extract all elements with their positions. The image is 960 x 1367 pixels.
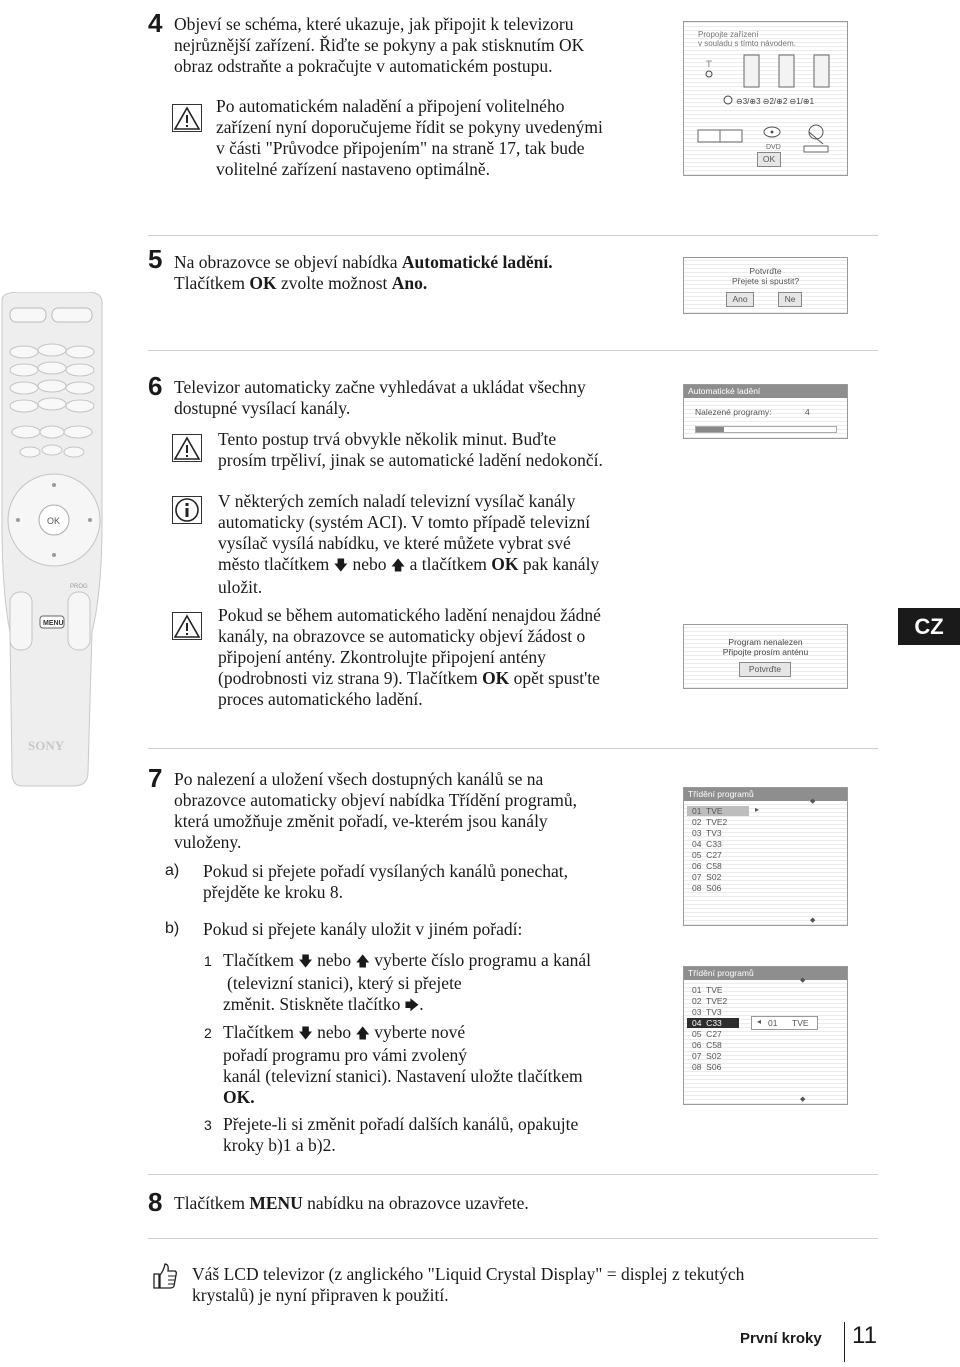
final-note-line: krystalů) je nyní připraven k použití. [192, 1285, 449, 1305]
remote-ok-label: OK [47, 516, 61, 526]
warning-line: připojení antény. Zkontrolujte připojení antény [218, 647, 546, 667]
program-list [692, 985, 727, 1073]
step-6-number: 6 [148, 371, 163, 401]
confirm-button[interactable]: Potvrďte [739, 662, 791, 677]
connection-ok-button[interactable]: OK [757, 152, 781, 167]
text-span: Tlačítkem [223, 1022, 294, 1042]
substep-3-number: 3 [204, 1117, 212, 1133]
warning-line: volitelné zařízení nastaveno optimálně. [216, 159, 491, 179]
program-row[interactable]: 01 TVE [692, 985, 723, 995]
remote-menu-label: MENU [43, 620, 64, 627]
option-a-label: a) [165, 862, 180, 879]
option-label: Ano. [391, 273, 428, 293]
not-found-message: Program nenalezen [728, 637, 803, 647]
step-6-warning-no-channels [218, 605, 601, 710]
page-number: 11 [852, 1322, 877, 1349]
text-span: pak kanály [522, 554, 600, 574]
program-row[interactable]: 04 C33 [692, 1018, 722, 1028]
text-span: Tlačítkem [174, 273, 250, 293]
text-span: změnit. Stiskněte tlačítko [223, 994, 401, 1014]
menu-name: Automatické ladění. [401, 252, 553, 272]
text-span: zvolte možnost [276, 273, 392, 293]
warning-line: Po automatickém naladění a připojení volitelného [216, 96, 565, 116]
step-4-line: nejrůznější zařízení. Řiďte se pokyny a pak stisknutím OK [174, 35, 585, 55]
found-programs-count: 4 [805, 407, 810, 417]
text-span: vyberte nové [374, 1022, 466, 1042]
ok-key-label: OK [249, 273, 277, 293]
step-7-number: 7 [148, 763, 163, 793]
remote-prog-label: PROG [70, 584, 88, 590]
found-programs-label: Nalezené programy: [695, 407, 772, 417]
substep-line: Přejete-li si změnit pořadí dalších kanálů, opakujte [223, 1114, 579, 1134]
step-5-line-1 [174, 252, 553, 273]
autotune-progress-bar [695, 426, 837, 433]
warning-line: kanály, na obrazovce se automaticky objeví žádost o [218, 626, 586, 646]
program-row[interactable]: 06 C58 [692, 1040, 722, 1050]
step-4-warning [216, 96, 603, 180]
text-span: vyberte číslo programu a kanál [374, 950, 592, 970]
scroll-up-icon[interactable]: ◆ [800, 977, 806, 984]
text-span: a tlačítkem [409, 554, 487, 574]
program-sort-title: Třídění programů [684, 788, 847, 801]
text-span: nebo [317, 1022, 352, 1042]
substep-1-number: 1 [204, 953, 212, 969]
divider [148, 1174, 878, 1175]
substep-line: pořadí programu pro vámi zvolený [223, 1045, 467, 1065]
substep-3-text [223, 1114, 578, 1156]
text-span: Tlačítkem [223, 950, 294, 970]
final-note-line: Váš LCD televizor (z anglického "Liquid Crystal Display" = displej z tekutých [192, 1264, 745, 1284]
arrow-up-icon: 🡅 [355, 1026, 370, 1042]
thumbs-up-icon [150, 1262, 178, 1290]
substep-line: kanál (televizní stanici). Nastavení uložte tlačítkem [223, 1066, 583, 1086]
step-7-line: vuloženy. [174, 832, 242, 852]
autotune-screen [683, 384, 848, 439]
option-b-text: Pokud si přejete kanály uložit v jiném pořadí: [203, 919, 523, 939]
program-row[interactable]: 03 TV3 [692, 828, 722, 838]
text-span: nabídku na obrazovce uzavřete. [302, 1193, 529, 1213]
arrow-up-icon: 🡅 [390, 558, 406, 574]
program-sort-screen [683, 787, 848, 926]
info-line: uložit. [218, 577, 263, 597]
arrow-right-icon: 🡆 [404, 998, 420, 1014]
move-target-number: 01 [768, 1018, 778, 1028]
step-6-info-aci [218, 491, 599, 598]
autotune-title: Automatické ladění [684, 385, 847, 398]
connection-diagram-screen [683, 21, 848, 176]
step-6-warning-duration [218, 429, 603, 471]
program-row[interactable]: 01 TVE [692, 806, 723, 816]
section-title: První kroky [740, 1330, 822, 1347]
arrow-left-icon: ◂ [757, 1017, 762, 1026]
program-row[interactable]: 02 TVE2 [692, 817, 728, 827]
program-sort-title: Třídění programů [684, 967, 847, 980]
substep-line: OK. [223, 1087, 255, 1107]
program-row[interactable]: 08 S06 [692, 1062, 722, 1072]
language-badge: CZ [898, 608, 960, 645]
step-5-line-2 [174, 273, 553, 294]
text-span: Tlačítkem [174, 1193, 250, 1213]
step-6-line: dostupné vysílací kanály. [174, 398, 351, 418]
step-6-line: Televizor automaticky začne vyhledávat a ukládat všechny [174, 377, 586, 397]
warning-line [218, 668, 601, 689]
program-list [692, 806, 727, 894]
step-6-text [174, 377, 586, 419]
program-row[interactable]: 06 C58 [692, 861, 722, 871]
arrow-down-icon: 🡇 [298, 1026, 313, 1042]
scroll-up-icon[interactable]: ◆ [810, 798, 816, 805]
warning-line: zařízení nyní doporučujeme řídit se pokyny uvedenými [216, 117, 603, 137]
warning-line: proces automatického ladění. [218, 689, 423, 709]
step-5-number: 5 [148, 244, 163, 274]
arrow-up-icon: 🡅 [355, 954, 370, 970]
step-7-text [174, 769, 577, 853]
option-a-text [203, 861, 568, 903]
step-7-line: Po nalezení a uložení všech dostupných kanálů se na [174, 769, 544, 789]
warning-icon [172, 434, 202, 462]
divider [148, 748, 878, 749]
connect-antenna-message: Připojte prosím anténu [722, 647, 809, 657]
program-row[interactable]: 08 S06 [692, 883, 722, 893]
info-icon [172, 496, 202, 524]
ok-key-label: OK [491, 554, 519, 574]
option-b-label: b) [165, 920, 180, 937]
scart-port-labels: ⊖3/⊕3 ⊖2/⊕2 ⊖1/⊕1 [736, 97, 815, 106]
yes-button[interactable]: Ano [726, 292, 754, 307]
text-span: (podrobnosti viz strana 9). Tlačítkem [218, 668, 483, 688]
dvd-label: DVD [766, 144, 781, 151]
connection-title-line: v souladu s tímto návodem. [698, 39, 796, 48]
confirm-screen [683, 257, 848, 314]
text-span: opět spust'te [509, 668, 600, 688]
divider [148, 350, 878, 351]
info-line: V některých zemích naladí televizní vysílač kanály [218, 491, 576, 511]
option-line: Pokud si přejete pořadí vysílaných kanálů ponechat, [203, 861, 568, 881]
arrow-right-icon: ▸ [755, 805, 760, 814]
text-span: nebo [317, 950, 352, 970]
step-5-text [174, 252, 553, 294]
connection-title-line: Propojte zařízení [698, 30, 759, 39]
option-line: přejděte ke kroku 8. [203, 882, 343, 902]
antenna-missing-screen [683, 624, 848, 689]
program-row[interactable]: 05 C27 [692, 1029, 722, 1039]
text-span: město tlačítkem [218, 554, 330, 574]
remote-brand-logo: SONY [28, 738, 65, 753]
substep-line [223, 950, 591, 973]
final-note [192, 1264, 744, 1306]
info-line: vysílač vysílá nabídku, ve které můžete vybrat své [218, 533, 571, 553]
divider [148, 235, 878, 236]
divider [148, 1238, 878, 1239]
step-4-line: obraz odstraňte a pokračujte v automatickém postupu. [174, 56, 553, 76]
confirm-question: Přejete si spustit? [731, 276, 800, 286]
substep-2-number: 2 [204, 1025, 212, 1041]
substep-line [223, 1022, 583, 1045]
arrow-down-icon: 🡇 [298, 954, 313, 970]
program-row[interactable]: 04 C33 [692, 839, 722, 849]
substep-2-text [223, 1022, 583, 1108]
substep-line: (televizní stanici), který si přejete [227, 973, 462, 993]
warning-line: prosím trpěliví, jinak se automatické ladění nedokončí. [218, 450, 603, 470]
program-row[interactable]: 05 C27 [692, 850, 722, 860]
no-button[interactable]: Ne [778, 292, 802, 307]
text-span: Na obrazovce se objeví nabídka [174, 252, 402, 272]
scroll-down-icon[interactable]: ◆ [810, 917, 816, 924]
program-row[interactable]: 07 S02 [692, 872, 722, 882]
footer-divider [844, 1322, 845, 1362]
arrow-down-icon: 🡇 [333, 558, 349, 574]
warning-line: Tento postup trvá obvykle několik minut. Buďte [218, 429, 557, 449]
step-7-line: která umožňuje změnit pořadí, ve-kterém jsou kanály [174, 811, 548, 831]
remote-control-illustration [0, 292, 104, 790]
warning-line: v části "Průvodce připojením" na straně 17, tak bude [216, 138, 585, 158]
svg-text:⊤: ⊤ [705, 59, 713, 69]
program-sort-screen-moving [683, 966, 848, 1105]
info-line: automaticky (systém ACI). V tomto případě televizní [218, 512, 591, 532]
ok-key-label: OK [482, 668, 510, 688]
program-row[interactable]: 02 TVE2 [692, 996, 728, 1006]
substep-line: změnit. Stiskněte tlačítko 🡆. [223, 994, 424, 1014]
menu-key-label: MENU [249, 1193, 303, 1213]
step-8-number: 8 [148, 1187, 163, 1217]
autotune-progress-fill [696, 427, 724, 432]
program-row[interactable]: 07 S02 [692, 1051, 722, 1061]
substep-line: kroky b)1 a b)2. [223, 1135, 336, 1155]
substep-1-text [223, 950, 591, 1017]
info-line [218, 554, 599, 577]
confirm-title: Potvrďte [749, 266, 782, 276]
text-span: nebo [352, 554, 387, 574]
move-target-name: TVE [792, 1018, 809, 1028]
program-row[interactable]: 03 TV3 [692, 1007, 722, 1017]
scroll-down-icon[interactable]: ◆ [800, 1096, 806, 1103]
step-4-text [174, 14, 584, 77]
warning-icon [172, 612, 202, 640]
warning-icon [172, 104, 202, 132]
step-7-line: obrazovce automaticky objeví nabídka Třídění programů, [174, 790, 578, 810]
step-4-line: Objeví se schéma, které ukazuje, jak připojit k televizoru [174, 14, 574, 34]
warning-line: Pokud se během automatického ladění nenajdou žádné [218, 605, 601, 625]
step-8-text [174, 1193, 529, 1214]
connection-title [698, 30, 796, 48]
step-4-number: 4 [148, 8, 163, 38]
